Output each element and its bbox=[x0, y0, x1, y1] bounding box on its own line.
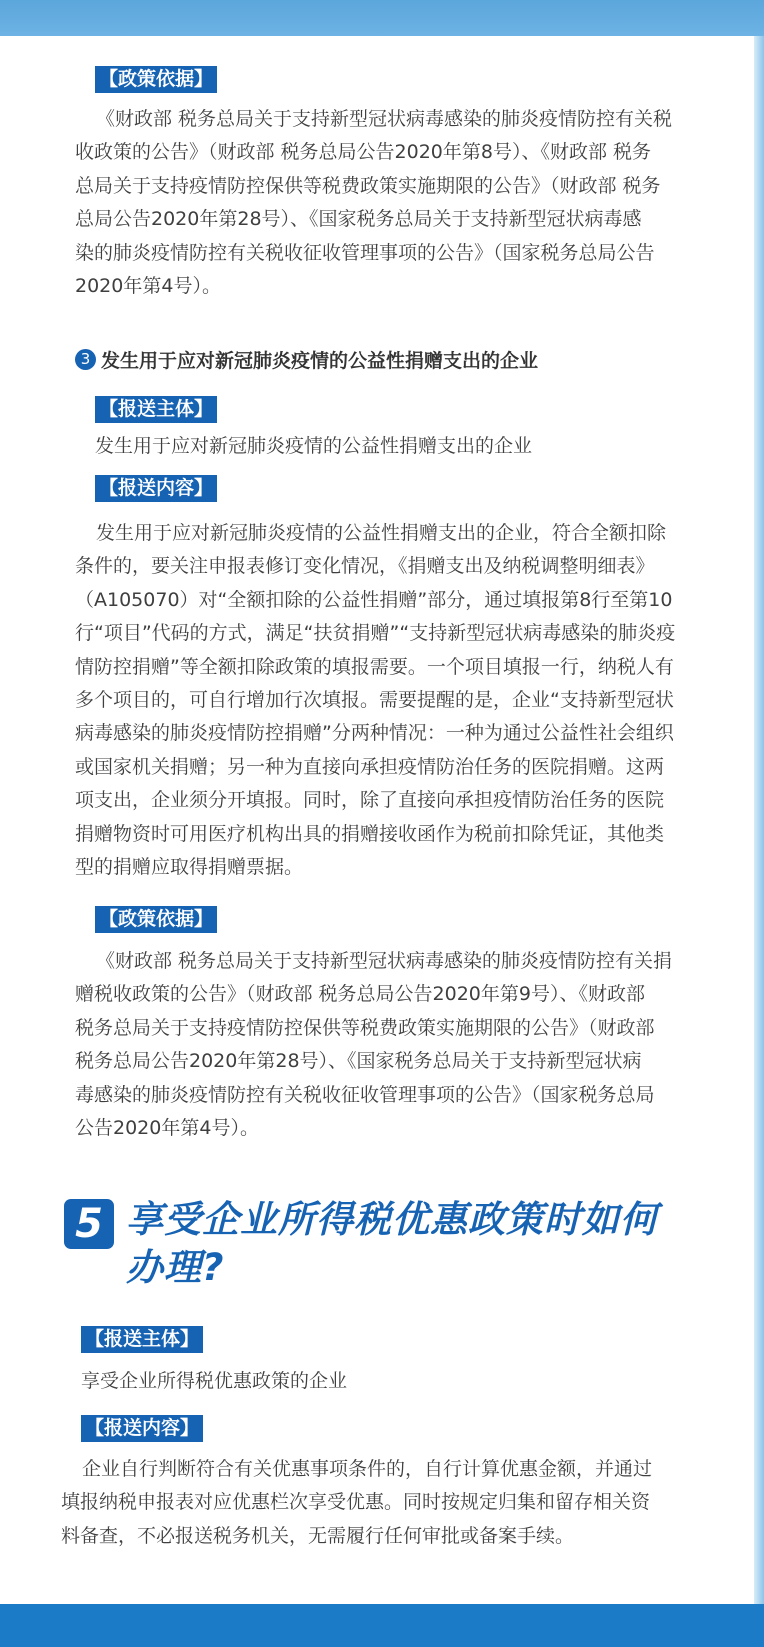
text-line: 收政策的公告》（财政部 税务总局公告2020年第8号）、《财政部 税务 bbox=[75, 141, 652, 164]
text-line: 发生用于应对新冠肺炎疫情的公益性捐赠支出的企业 bbox=[95, 435, 533, 457]
section-5-title bbox=[126, 1196, 726, 1292]
text-line: 《财政部 税务总局关于支持新型冠状病毒感染的肺炎疫情防控有关税 bbox=[96, 108, 673, 130]
report-content-tag: 【报送内容】 bbox=[95, 475, 217, 502]
text-line: 《财政部 税务总局关于支持新型冠状病毒感染的肺炎疫情防控有关捐 bbox=[96, 950, 673, 972]
policy-basis-text bbox=[75, 945, 672, 1145]
text-line: 项支出，企业须分开填报。同时，除了直接向承担疫情防治任务的医院 bbox=[75, 789, 665, 812]
text-line: 行“项目”代码的方式，满足“扶贫捐赠”“支持新型冠状病毒感染的肺炎疫 bbox=[75, 622, 676, 645]
text-line: 享受企业所得税优惠政策的企业 bbox=[81, 1370, 348, 1392]
report-content-tag: 【报送内容】 bbox=[81, 1415, 203, 1442]
item-3-title: 发生用于应对新冠肺炎疫情的公益性捐赠支出的企业 bbox=[101, 349, 539, 372]
text-line: （A105070）对“全额扣除的公益性捐赠”部分，通过填报第8行至第10 bbox=[75, 588, 673, 611]
policy-basis-text bbox=[75, 103, 672, 303]
text-line: 染的肺炎疫情防控有关税收征收管理事项的公告》（国家税务总局公告 bbox=[75, 241, 655, 264]
text-line: 情防控捐赠”等全额扣除政策的填报需要。一个项目填报一行，纳税人有 bbox=[75, 655, 674, 678]
text-line: 条件的，要关注申报表修订变化情况，《捐赠支出及纳税调整明细表》 bbox=[75, 555, 655, 578]
text-line: 税务总局公告2020年第28号）、《国家税务总局关于支持新型冠状病 bbox=[75, 1050, 642, 1073]
report-content-text bbox=[75, 517, 675, 884]
text-line: 毒感染的肺炎疫情防控有关税收征收管理事项的公告》（国家税务总局 bbox=[75, 1083, 655, 1106]
text-line: 型的捐赠应取得捐赠票据。 bbox=[75, 856, 304, 879]
text-line: 捐赠物资时可用医疗机构出具的捐赠接收函作为税前扣除凭证，其他类 bbox=[75, 822, 665, 845]
text-line: 发生用于应对新冠肺炎疫情的公益性捐赠支出的企业，符合全额扣除 bbox=[96, 522, 667, 544]
text-line: 公告2020年第4号）。 bbox=[75, 1117, 259, 1140]
text-line: 总局公告2020年第28号）、《国家税务总局关于支持新型冠状病毒感 bbox=[75, 208, 642, 231]
report-subject-text bbox=[81, 1365, 347, 1398]
item-number-badge: 3 bbox=[75, 349, 96, 370]
text-line: 料备查，不必报送税务机关，无需履行任何审批或备案手续。 bbox=[61, 1524, 575, 1547]
bottom-banner bbox=[0, 1604, 764, 1647]
text-line: 填报纳税申报表对应优惠栏次享受优惠。同时按规定归集和留存相关资 bbox=[61, 1491, 651, 1514]
text-line: 2020年第4号）。 bbox=[75, 275, 221, 298]
report-subject-tag: 【报送主体】 bbox=[95, 396, 217, 423]
top-banner bbox=[0, 0, 764, 36]
text-line: 总局关于支持疫情防控保供等税费政策实施期限的公告》（财政部 税务 bbox=[75, 174, 661, 197]
text-line: 赠税收政策的公告》（财政部 税务总局公告2020年第9号）、《财政部 bbox=[75, 983, 645, 1006]
policy-basis-tag: 【政策依据】 bbox=[95, 906, 217, 933]
report-subject-tag: 【报送主体】 bbox=[81, 1326, 203, 1353]
report-subject-text bbox=[95, 430, 532, 463]
text-line: 企业自行判断符合有关优惠事项条件的，自行计算优惠金额，并通过 bbox=[82, 1458, 653, 1480]
text-line: 税务总局关于支持疫情防控保供等税费政策实施期限的公告》（财政部 bbox=[75, 1016, 655, 1039]
report-content-text bbox=[61, 1453, 652, 1553]
text-line: 或国家机关捐赠；另一种为直接向承担疫情防治任务的医院捐赠。这两 bbox=[75, 755, 665, 778]
policy-basis-tag: 【政策依据】 bbox=[95, 66, 217, 93]
text-line: 多个项目的，可自行增加行次填报。需要提醒的是，企业“支持新型冠状 bbox=[75, 689, 674, 712]
right-edge-stripe bbox=[754, 36, 764, 1606]
section-5-number-badge: 5 bbox=[64, 1199, 114, 1249]
item-3-heading bbox=[75, 346, 538, 372]
text-line: 病毒感染的肺炎疫情防控捐赠”分两种情况：一种为通过公益性社会组织 bbox=[75, 722, 674, 745]
section-title-line: 办理? bbox=[126, 1246, 225, 1289]
section-title-line: 享受企业所得税优惠政策时如何 bbox=[126, 1198, 658, 1241]
